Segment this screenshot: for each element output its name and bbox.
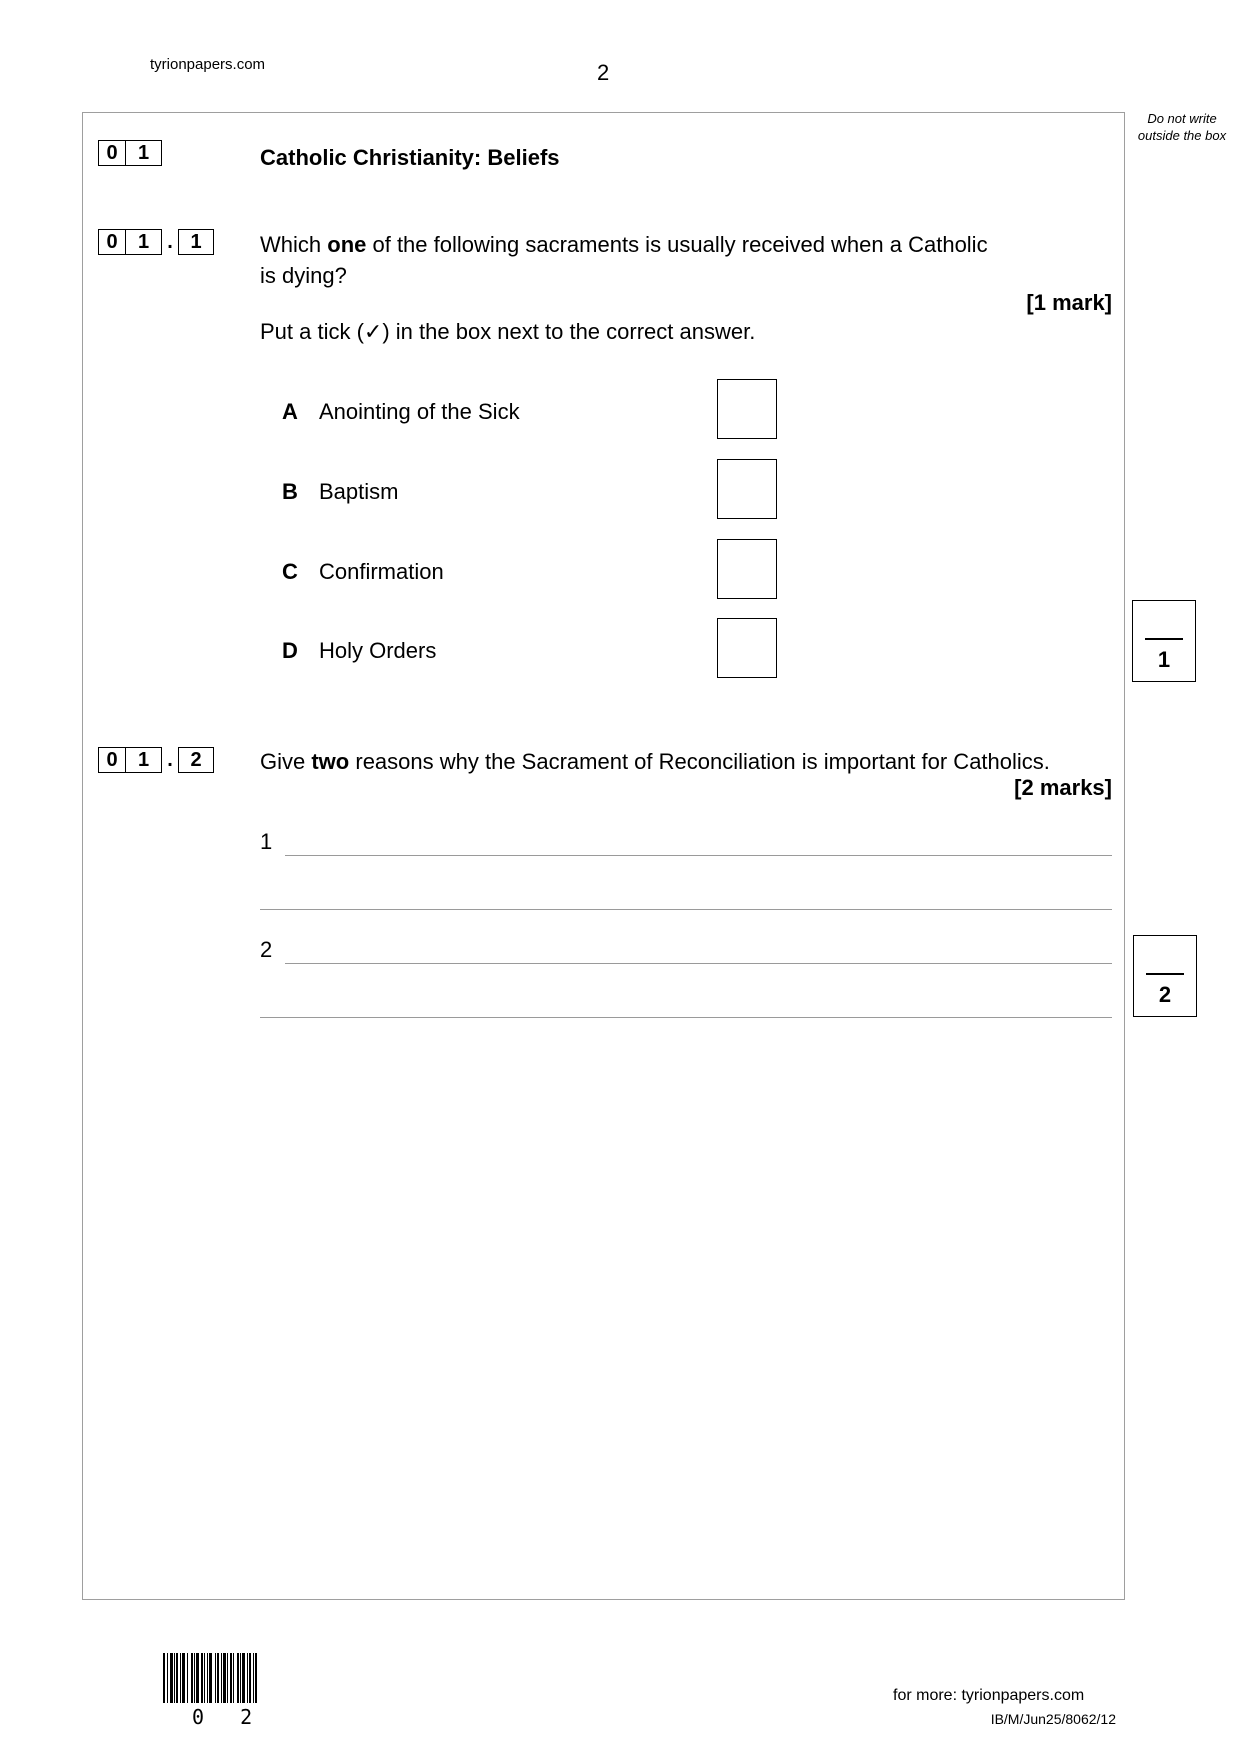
question-sub-digit: 1 <box>178 229 214 255</box>
option-d-letter: D <box>282 638 298 663</box>
question-sub-digit: 2 <box>178 747 214 773</box>
question-text-bold: two <box>311 749 350 774</box>
question-text-post: reasons why the Sacrament of Reconciliation is important for Catholics. <box>349 749 1050 774</box>
question-text-line2: is dying? <box>260 263 347 288</box>
question-01-1-text <box>260 229 1060 291</box>
question-digit-1: 0 <box>98 229 126 255</box>
option-b-letter: B <box>282 479 298 504</box>
barcode <box>163 1653 278 1703</box>
answer-line-2[interactable] <box>260 909 1112 910</box>
question-digit-2: 1 <box>126 229 162 255</box>
section-digit-2: 1 <box>126 140 162 166</box>
question-01-2-text <box>260 746 1110 777</box>
question-digit-2: 1 <box>126 747 162 773</box>
footer-reference: IB/M/Jun25/8062/12 <box>990 1711 1116 1727</box>
question-text-pre: Give <box>260 749 312 774</box>
question-text-post: of the following sacraments is usually received when a Catholic <box>366 232 988 257</box>
answer-line-3[interactable] <box>285 963 1112 964</box>
question-dot: . <box>167 748 173 771</box>
mark-box-value: 1 <box>1157 647 1171 672</box>
question-01-1-instruction: Put a tick (✓) in the box next to the correct answer. <box>260 319 756 344</box>
margin-note: Do not write outside the box <box>1137 111 1227 143</box>
option-c-text: Confirmation <box>319 559 444 584</box>
section-digit-1: 0 <box>98 140 126 166</box>
barcode-number: 0 2 <box>192 1705 265 1729</box>
answer-label-2: 2 <box>260 937 273 962</box>
mark-box-value: 2 <box>1158 982 1172 1007</box>
question-dot: . <box>167 230 173 253</box>
footer-more-link: for more: tyrionpapers.com <box>893 1687 1085 1704</box>
option-b-text: Baptism <box>319 479 399 504</box>
mark-box-01-1 <box>1132 600 1196 682</box>
option-a-letter: A <box>282 399 298 424</box>
mark-box-line <box>1145 638 1183 640</box>
site-header: tyrionpapers.com <box>150 56 266 73</box>
mark-box-01-2 <box>1133 935 1197 1017</box>
question-text-bold: one <box>327 232 367 257</box>
answer-line-1[interactable] <box>285 855 1112 856</box>
page-number: 2 <box>597 60 610 85</box>
answer-line-4[interactable] <box>260 1017 1112 1018</box>
option-d-tickbox[interactable] <box>717 618 777 678</box>
mark-box-line <box>1146 973 1184 975</box>
question-01-2-marks: [2 marks] <box>1014 775 1112 800</box>
question-number-01-1 <box>98 229 214 255</box>
question-01-1-marks: [1 mark] <box>1026 290 1112 315</box>
option-c-letter: C <box>282 559 298 584</box>
option-a-text: Anointing of the Sick <box>319 399 520 424</box>
question-number-01-2 <box>98 747 214 773</box>
option-d-text: Holy Orders <box>319 638 437 663</box>
section-title: Catholic Christianity: Beliefs <box>260 145 560 170</box>
option-b-tickbox[interactable] <box>717 459 777 519</box>
question-digit-1: 0 <box>98 747 126 773</box>
answer-label-1: 1 <box>260 829 273 854</box>
option-c-tickbox[interactable] <box>717 539 777 599</box>
question-text-pre: Which <box>260 232 328 257</box>
option-a-tickbox[interactable] <box>717 379 777 439</box>
section-number <box>98 140 162 166</box>
